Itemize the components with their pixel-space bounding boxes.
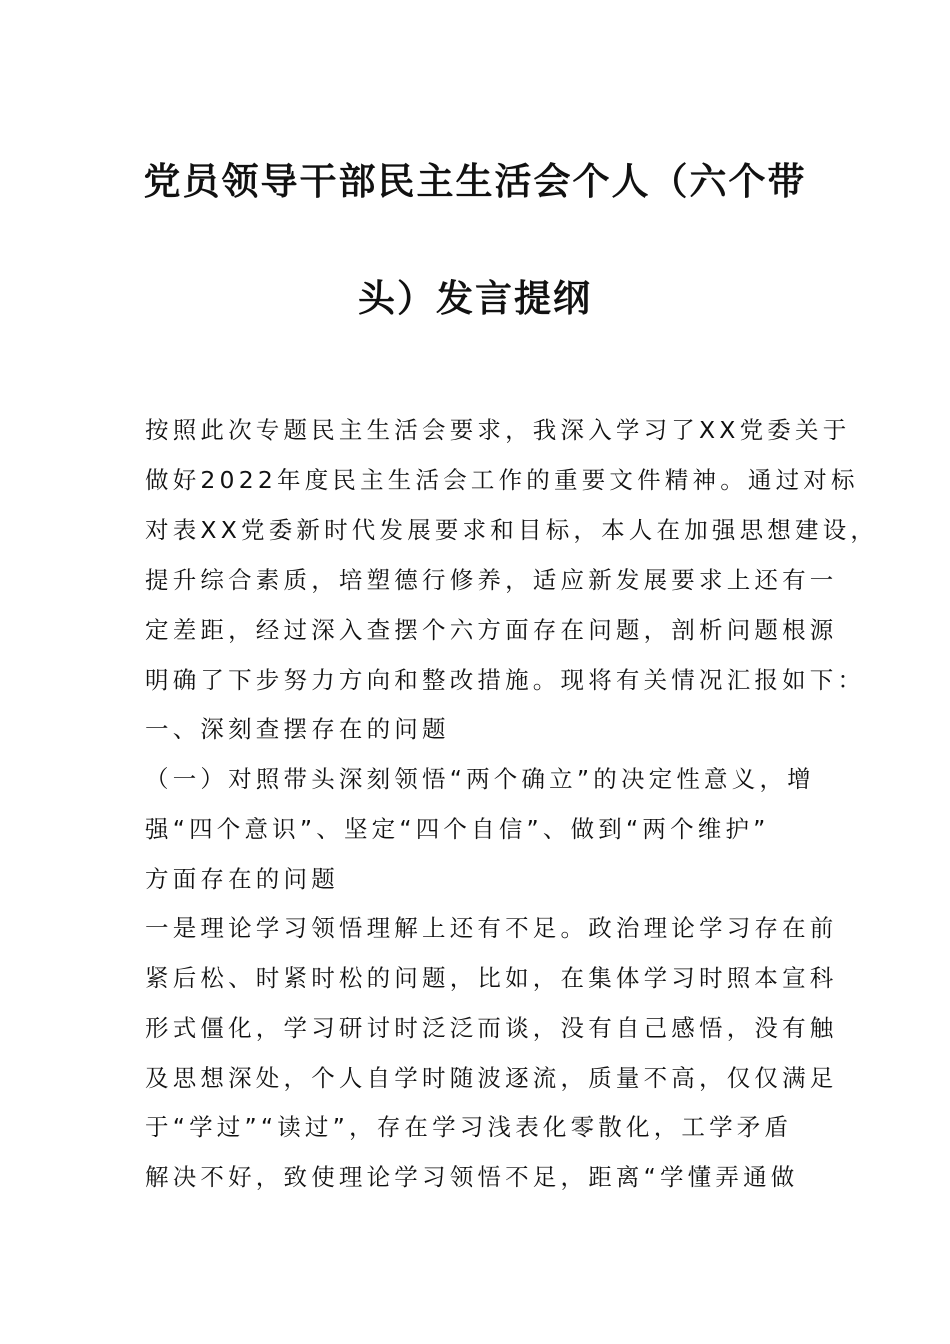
subsection-heading-line: 方面存在的问题 [145, 865, 339, 893]
paragraph-line: 形式僵化，学习研讨时泛泛而谈，没有自己感悟，没有触 [145, 1014, 838, 1042]
paragraph-line: 按照此次专题民主生活会要求，我深入学习了XX党委关于 [145, 416, 851, 444]
paragraph-line: 于“学过”“读过”，存在学习浅表化零散化，工学矛盾 [145, 1113, 793, 1141]
paragraph-line: 对表XX党委新时代发展要求和目标，本人在加强思想建设， [145, 516, 879, 544]
paragraph-line: 定差距，经过深入查摆个六方面存在问题，剖析问题根源 [145, 616, 838, 644]
document-title-line-2: 头）发言提纲 [358, 276, 592, 320]
paragraph-line: 做好2022年度民主生活会工作的重要文件精神。通过对标 [145, 466, 859, 494]
document-title-line-1: 党员领导干部民主生活会个人（六个带 [143, 159, 807, 203]
paragraph-line: 一是理论学习领悟理解上还有不足。政治理论学习存在前 [145, 914, 838, 942]
paragraph-line: 解决不好，致使理论学习领悟不足，距离“学懂弄通做 [145, 1163, 799, 1191]
subsection-heading-line: （一）对照带头深刻领悟“两个确立”的决定性意义，增 [145, 765, 815, 793]
subsection-heading-line: 强“四个意识”、坚定“四个自信”、做到“两个维护” [145, 815, 770, 843]
section-heading: 一、深刻查摆存在的问题 [145, 715, 450, 743]
paragraph-line: 及思想深处，个人自学时随波逐流，质量不高，仅仅满足 [145, 1064, 838, 1092]
paragraph-line: 提升综合素质，培塑德行修养，适应新发展要求上还有一 [145, 566, 838, 594]
paragraph-line: 紧后松、时紧时松的问题，比如，在集体学习时照本宣科 [145, 964, 838, 992]
paragraph-line: 明确了下步努力方向和整改措施。现将有关情况汇报如下： [145, 666, 866, 694]
